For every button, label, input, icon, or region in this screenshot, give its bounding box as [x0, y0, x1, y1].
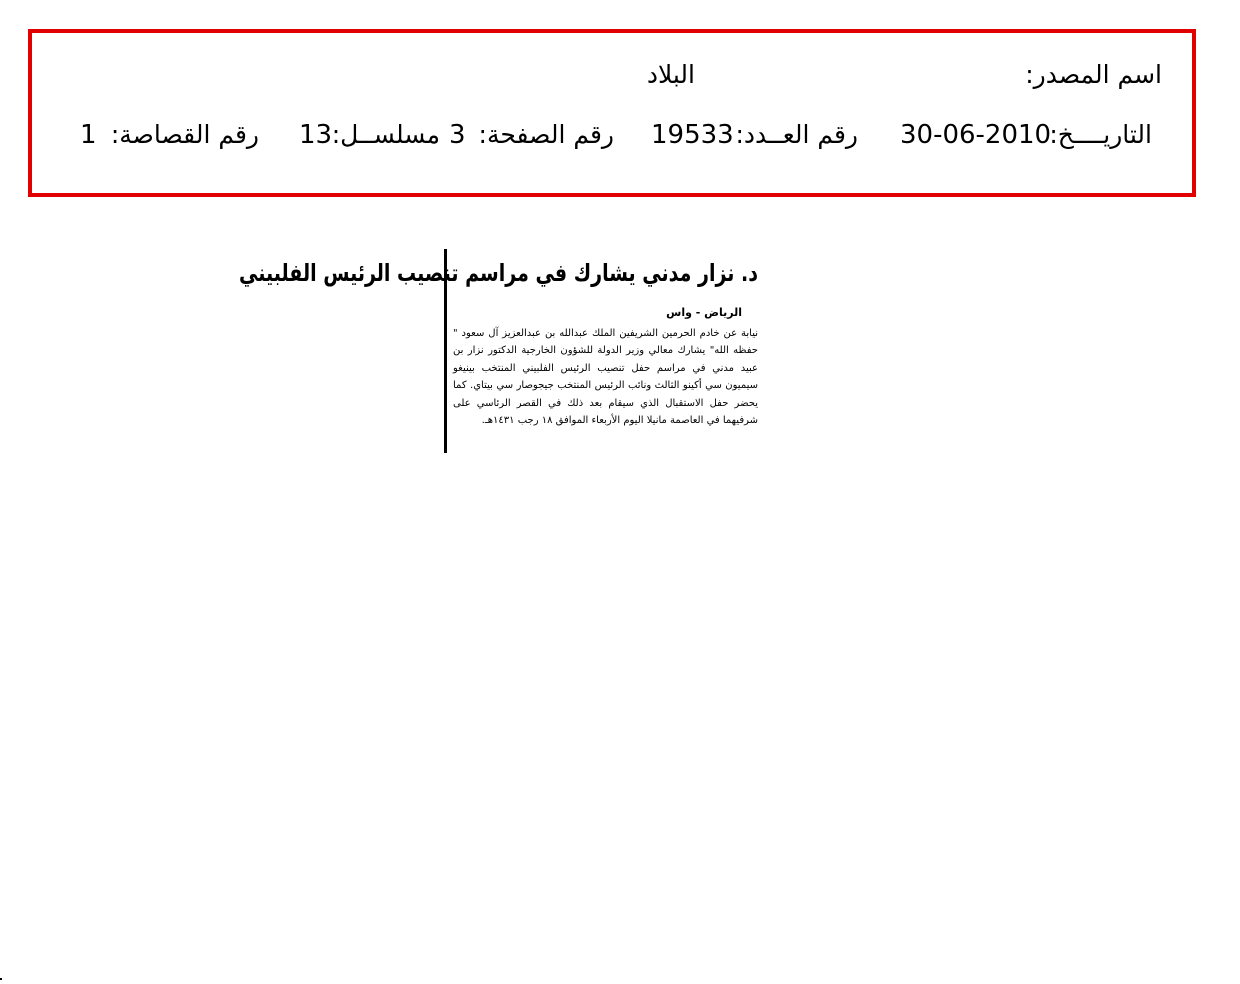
date-value: 30-06-2010: [900, 120, 1052, 150]
date-label: التاريــــخ:: [1049, 120, 1152, 149]
article-body: نيابة عن خادم الحرمين الشريفين الملك عبدالله بن عبدالعزيز آل سعود " حفظه الله" يشارك معالي وزير الدولة للشؤون الخارجية الدكتور نزار بن عبيد مدني في مراسم حفل تنصيب الرئيس الفلبيني المنتخب بينيغو سيميون سي أكينو الثالث ونائب الرئيس المنتخب جيجوصار سي بيتاي. كما يحضر حفل الاستقبال الذي سيقام بعد ذلك في القصر الرئاسي على شرفيهما في العاصمة مانيلا اليوم الأربعاء الموافق ١٨ رجب ١٤٣١هـ.: [453, 328, 758, 427]
issue-label: رقم العــدد:: [735, 120, 858, 149]
article-headline: د. نزار مدني يشارك في مراسم تنصيب الرئيس الفلبيني: [239, 259, 758, 287]
serial-label: مسلســل:: [331, 120, 440, 149]
clip-label: رقم القصاصة:: [110, 120, 259, 149]
clip-value: 1: [80, 120, 97, 150]
scan-speck: [0, 978, 2, 980]
page-label: رقم الصفحة:: [478, 120, 614, 149]
issue-value: 19533: [651, 120, 734, 150]
article-dateline: الرياض - واس: [666, 306, 742, 319]
source-label: اسم المصدر:: [1025, 60, 1162, 89]
page-value: 3: [449, 120, 466, 150]
article-clipping: [239, 249, 762, 453]
source-value: البلاد: [646, 60, 695, 89]
metadata-frame: [28, 29, 1196, 197]
serial-value: 13: [299, 120, 333, 150]
